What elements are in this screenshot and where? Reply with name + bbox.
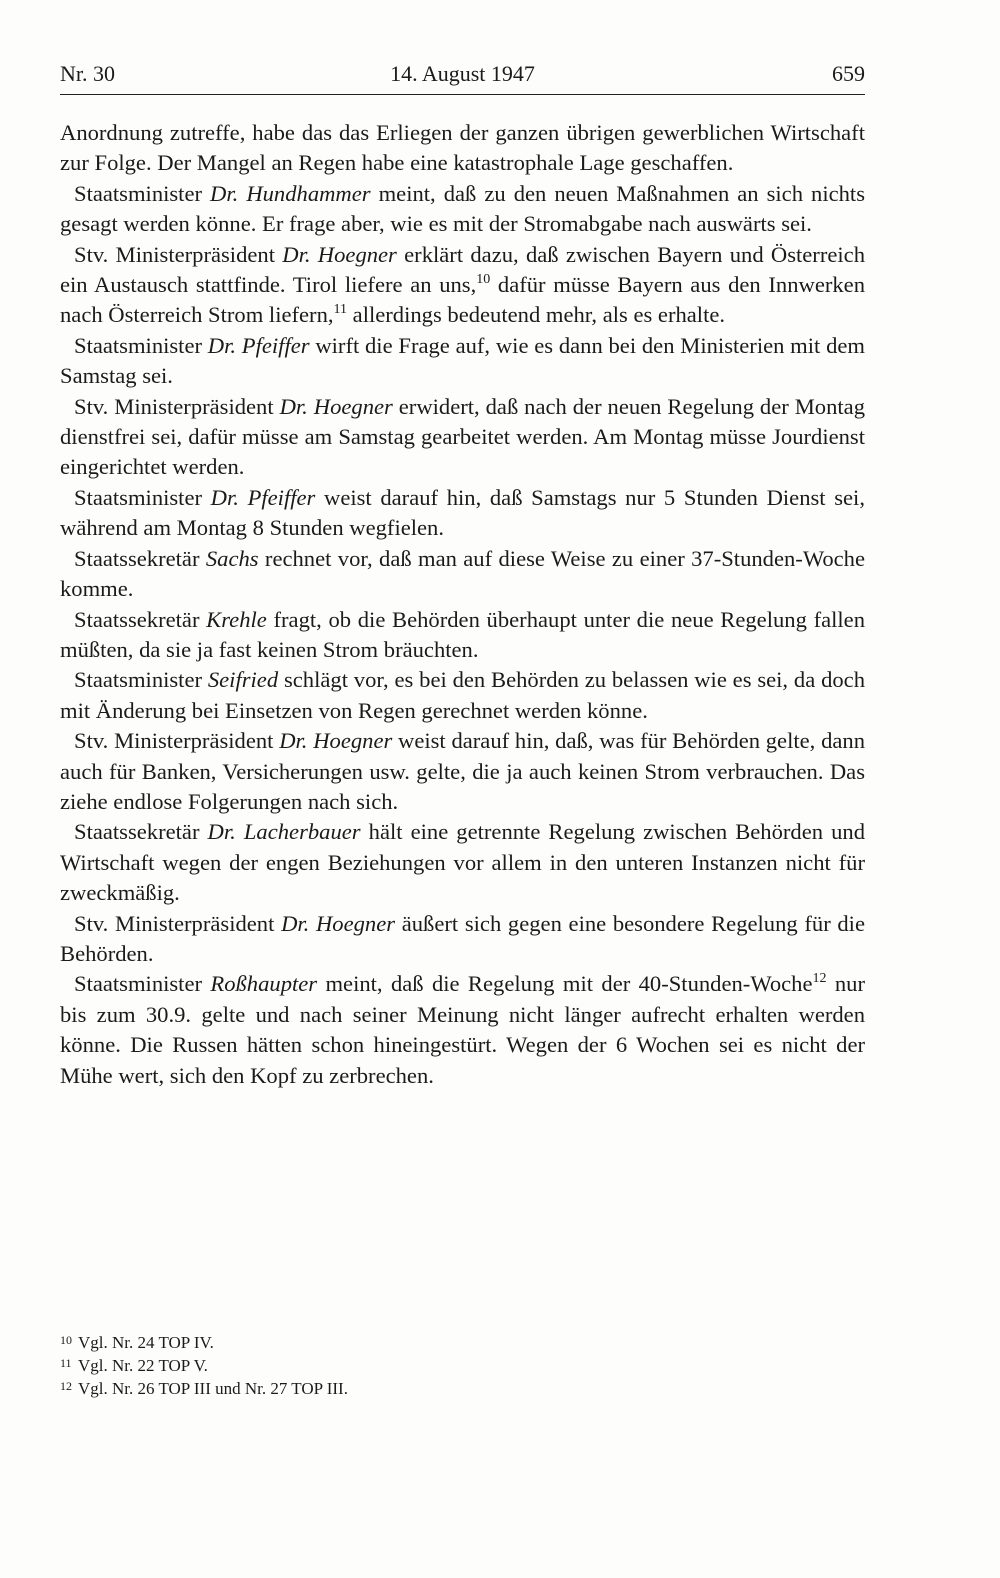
speaker-name: Krehle [206, 606, 267, 632]
paragraph-text: hält eine getrennte Regelung zwischen Behörden und Wirtschaft wegen der engen Beziehungen vor allem in den unteren Instanzen nicht für zweckmäßig. [60, 819, 865, 906]
speaker-name: Dr. Hoegner [281, 910, 396, 936]
paragraph-text: Staatsminister [74, 971, 211, 997]
paragraph-text: erwidert, daß nach der neuen Regelung der Montag dienstfrei sei, dafür müsse am Samstag gearbeitet werden. Am Montag müsse Jourdienst eingerichtet werden. [60, 393, 866, 480]
paragraph-text: wirft die Frage auf, wie es dann bei den Ministerien mit dem Samstag sei. [60, 332, 865, 389]
paragraph-text: Staatssekretär [74, 545, 206, 571]
paragraph-text: allerdings bedeutend mehr, als es erhalte. [347, 302, 726, 328]
footnote [60, 1331, 865, 1354]
paragraph-text: Anordnung zutreffe, habe das das Erliegen der ganzen übrigen gewerblichen Wirtschaft zur Folge. Der Mangel an Regen habe eine katastrophale Lage geschaffen. [60, 120, 865, 176]
paragraph-text: Staatsminister [74, 332, 208, 358]
paragraph-text: dafür müsse Bayern aus den Innwerken nach Österreich Strom liefern, [60, 272, 865, 328]
paragraph-text: Stv. Ministerpräsident [74, 393, 280, 419]
paragraph-text: meint, daß zu den neuen Maßnahmen an sich nichts gesagt werden könne. Er frage aber, wie es mit der Stromabgabe nach auswärts sei. [60, 180, 865, 237]
footnote-reference: 12 [812, 971, 827, 987]
paragraph-text: Stv. Ministerpräsident [74, 910, 282, 936]
paragraph-text: nur bis zum 30.9. gelte und nach seiner Meinung nicht länger aufrecht erhalten werden könne. Die Russen hätten schon hineingestürt. Wegen der 6 Wochen sei es nicht der Mühe wert, sich den Kopf zu zerbrechen. [60, 971, 865, 1088]
paragraph-text: Staatsminister [74, 667, 208, 693]
footnote-number: 12 [60, 1379, 72, 1393]
paragraph-text: Staatssekretär [74, 819, 208, 845]
document-page [60, 0, 865, 1578]
header-rule [60, 94, 865, 95]
document-number: Nr. 30 [60, 61, 115, 86]
speaker-name: Sachs [205, 545, 259, 571]
paragraph [60, 483, 865, 544]
paragraph-text: Stv. Ministerpräsident [74, 728, 280, 754]
footnote-text: Vgl. Nr. 22 TOP V. [78, 1356, 208, 1375]
speaker-name: Dr. Pfeiffer [207, 332, 310, 358]
paragraph [60, 118, 865, 179]
paragraph [60, 909, 865, 970]
paragraph [60, 665, 865, 726]
speaker-name: Roßhaupter [210, 971, 318, 997]
footnote-number: 11 [60, 1356, 72, 1370]
speaker-name: Dr. Hoegner [279, 393, 393, 419]
paragraph [60, 726, 865, 817]
body-text [60, 118, 865, 1091]
speaker-name: Seifried [207, 667, 279, 693]
header-date: 14. August 1947 [390, 61, 535, 86]
footnote-text: Vgl. Nr. 26 TOP III und Nr. 27 TOP III. [78, 1379, 348, 1398]
page-number: 659 [832, 61, 865, 86]
paragraph-text: weist darauf hin, daß, was für Behörden gelte, dann auch für Banken, Versicherungen usw. gelte, die ja auch keinen Strom verbrauchen. Das ziehe endlose Folgerungen nach sich. [60, 728, 865, 814]
paragraph [60, 544, 865, 605]
paragraph-text: rechnet vor, daß man auf diese Weise zu einer 37-Stunden-Woche komme. [60, 545, 865, 602]
paragraph-text: erklärt dazu, daß zwischen Bayern und Österreich ein Austausch stattfinde. Tirol liefere an uns, [60, 241, 865, 298]
paragraph [60, 179, 865, 240]
paragraph-text: Staatsminister [74, 484, 211, 510]
paragraph-text: Staatsminister [74, 180, 211, 206]
speaker-name: Dr. Lacherbauer [207, 819, 361, 845]
footnote-reference: 10 [476, 272, 491, 288]
footnote [60, 1354, 865, 1377]
paragraph-text: schlägt vor, es bei den Behörden zu belassen wie es sei, da doch mit Änderung bei Einsetzen von Regen gerechnet werden könne. [60, 667, 865, 723]
speaker-name: Dr. Hoegner [279, 728, 393, 754]
paragraph-text: äußert sich gegen eine besondere Regelung für die Behörden. [60, 910, 865, 966]
paragraph [60, 240, 865, 331]
paragraph-text: fragt, ob die Behörden überhaupt unter die neue Regelung fallen müßten, da sie ja fast keinen Strom bräuchten. [60, 606, 865, 662]
running-header [60, 60, 865, 92]
paragraph [60, 605, 865, 666]
footnote [60, 1377, 865, 1400]
footnote-text: Vgl. Nr. 24 TOP IV. [78, 1333, 214, 1352]
footnote-number: 10 [60, 1333, 72, 1347]
paragraph-text: meint, daß die Regelung mit der 40-Stunden-Woche [317, 971, 813, 997]
speaker-name: Dr. Hoegner [282, 241, 397, 267]
paragraph-text: weist darauf hin, daß Samstags nur 5 Stunden Dienst sei, während am Montag 8 Stunden wegfielen. [60, 484, 865, 541]
paragraph [60, 392, 865, 483]
paragraph-text: Stv. Ministerpräsident [74, 241, 283, 267]
paragraph [60, 331, 865, 392]
footnote-reference: 11 [333, 302, 348, 318]
paragraph [60, 969, 865, 1091]
footnotes [60, 1331, 865, 1400]
speaker-name: Dr. Pfeiffer [210, 484, 316, 510]
paragraph [60, 817, 865, 908]
paragraph-text: Staatssekretär [74, 606, 207, 632]
speaker-name: Dr. Hundhammer [210, 180, 371, 206]
